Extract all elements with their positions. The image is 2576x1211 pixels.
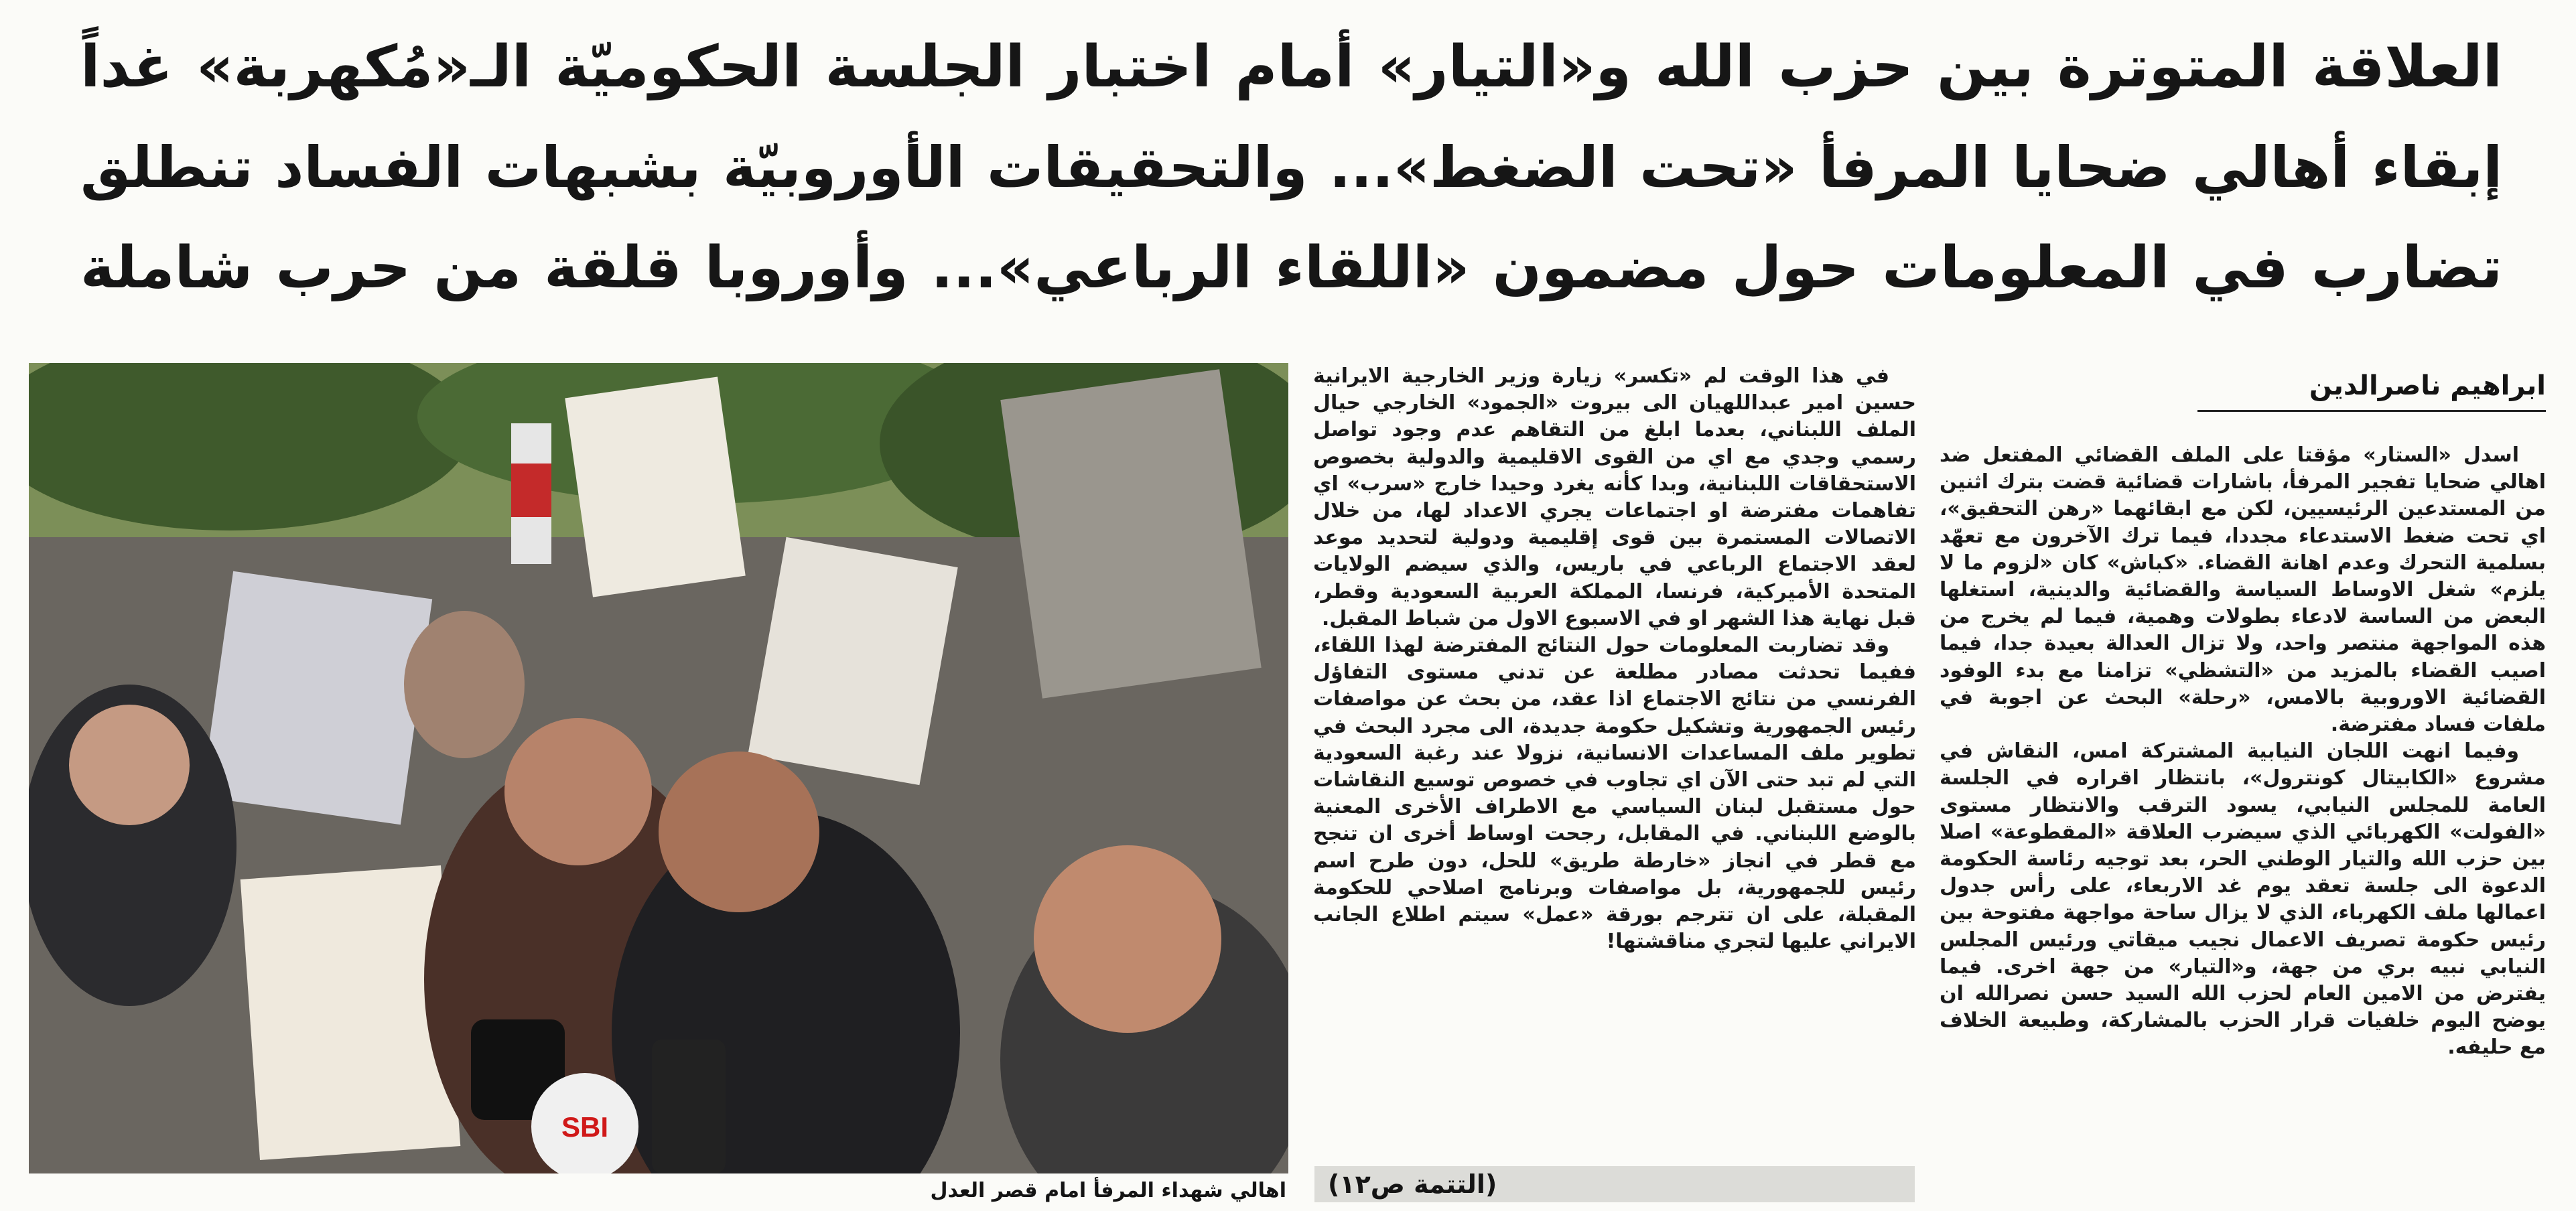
author-byline: ابراهيم ناصرالدين [2197,367,2546,412]
paragraph: وفيما انهت اللجان النيابية المشتركة امس، النقاش في مشروع «الكابيتال كونترول»، بانتظار اقراره في الجلسة العامة للمجلس النيابي، يسود الترقب والانتظار مستوى «الفولت» الكهربائي الذي سيضرب العلاقة «المقطوعة» اصلا بين حزب الله والتيار الوطني الحر، بعد توجيه رئاسة الحكومة الدعوة الى جلسة تعقد يوم غد الاربعاء، على رأس جدول اعمالها ملف الكهرباء، الذي لا يزال ساحة مواجهة مفتوحة بين رئيس حكومة تصريف الاعمال نجيب ميقاتي ورئيس المجلس النيابي نبيه بري من جهة، و«التيار» من جهة اخرى. فيما يفترض من الامين العام لحزب الله السيد حسن نصرالله ان يوضح اليوم خلفيات قرار الحزب بالمشاركة، وطبيعة الخلاف مع حليفه. [1940,739,2546,1060]
mic-logo-text: SBI [561,1111,609,1143]
article-column-middle [1313,363,1916,955]
paragraph: اسدل «الستار» مؤقتا على الملف القضائي المفتعل ضد اهالي ضحايا تفجير المرفأ، باشارات قضائية قضت بترك اثنين من المستدعين الرئيسيين، لكن مع ابقائهما «رهن التحقيق»، اي تحت ضغط الاستدعاء مجددا، فيما ترك الآخرون مع تعهّد بسلمية التحرك وعدم اهانة القضاء. «كباش» كان «لزوم ما لا يلزم» شغل الاوساط السياسة والقضائية والدينية، استغلها البعض من الساسة لادعاء بطولات وهمية، فيما لم يخرج من هذه المواجهة منتصر واحد، ولا تزال العدالة بعيدة جدا، فيما اصيب القضاء بالمزيد من «التشظي» تزامنا مع بدء الوفود القضائية الاوروبية بالامس، «رحلة» البحث عن اجوبة في ملفات فساد مفترضة. [1940,443,2546,737]
headline-line-1: العلاقة المتوترة بين حزب الله و«التيار» أمام اختبار الجلسة الحكوميّة الـ«مُكهربة» غداً [80,33,2502,100]
headline-line-3: تضارب في المعلومات حول مضمون «اللقاء الرباعي»... وأوروبا قلقة من حرب شاملة [80,234,2502,301]
headline-line-2: إبقاء أهالي ضحايا المرفأ «تحت الضغط»... والتحقيقات الأوروبيّة بشبهات الفساد تنطلق [80,135,2502,200]
continued-on-page-note: (التتمة ص١٢) [1314,1166,1915,1202]
news-photo [29,363,1288,1173]
paragraph: وقد تضاربت المعلومات حول النتائج المفترضة لهذا اللقاء، ففيما تحدثت مصادر مطلعة عن تدني مستوى التفاؤل الفرنسي من نتائج الاجتماع اذا عقد، من بحث عن مواصفات رئيس الجمهورية وتشكيل حكومة جديدة، الى مجرد البحث في تطوير ملف المساعدات الانسانية، نزولا عند رغبة السعودية التي لم تبد حتى الآن اي تجاوب في خصوص توسيع النقاشات حول مستقبل لبنان السياسي مع الاطراف الأخرى المعنية بالوضع اللبناني. في المقابل، رجحت اوساط أخرى ان تنجح مع قطر في انجاز «خارطة طريق» للحل، دون طرح اسم رئيس للجمهورية، بل مواصفات وبرنامج اصلاحي للحكومة المقبلة، على ان تترجم بورقة «عمل» سيتم اطلاع الجانب الايراني عليها لتجري مناقشتها! [1313,634,1916,954]
paragraph: في هذا الوقت لم «تكسر» زيارة وزير الخارجية الايرانية حسين امير عبداللهيان الى بيروت «الجمود» الخارجي حيال الملف اللبناني، بعدما ابلغ من التقاهم عدم وجود تواصل رسمي وجدي مع اي من القوى الاقليمية والدولية بخصوص الاستحقاقات اللبنانية، وبدا كأنه يغرد وحيدا خارج «سرب» اي تفاهمات مفترضة او اجتماعات يجري الاعداد لها، من خلال الاتصالات المستمرة بين قوى إقليمية ودولية لتحديد موعد لعقد الاجتماع الرباعي في باريس، والذي سيضم الولايات المتحدة الأميركية، فرنسا، المملكة العربية السعودية وقطر، قبل نهاية هذا الشهر او في الاسبوع الاول من شباط المقبل. [1313,364,1916,630]
photo-caption: اهالي شهداء المرفأ امام قصر العدل [930,1179,1286,1202]
article-column-right [1940,442,2546,1062]
